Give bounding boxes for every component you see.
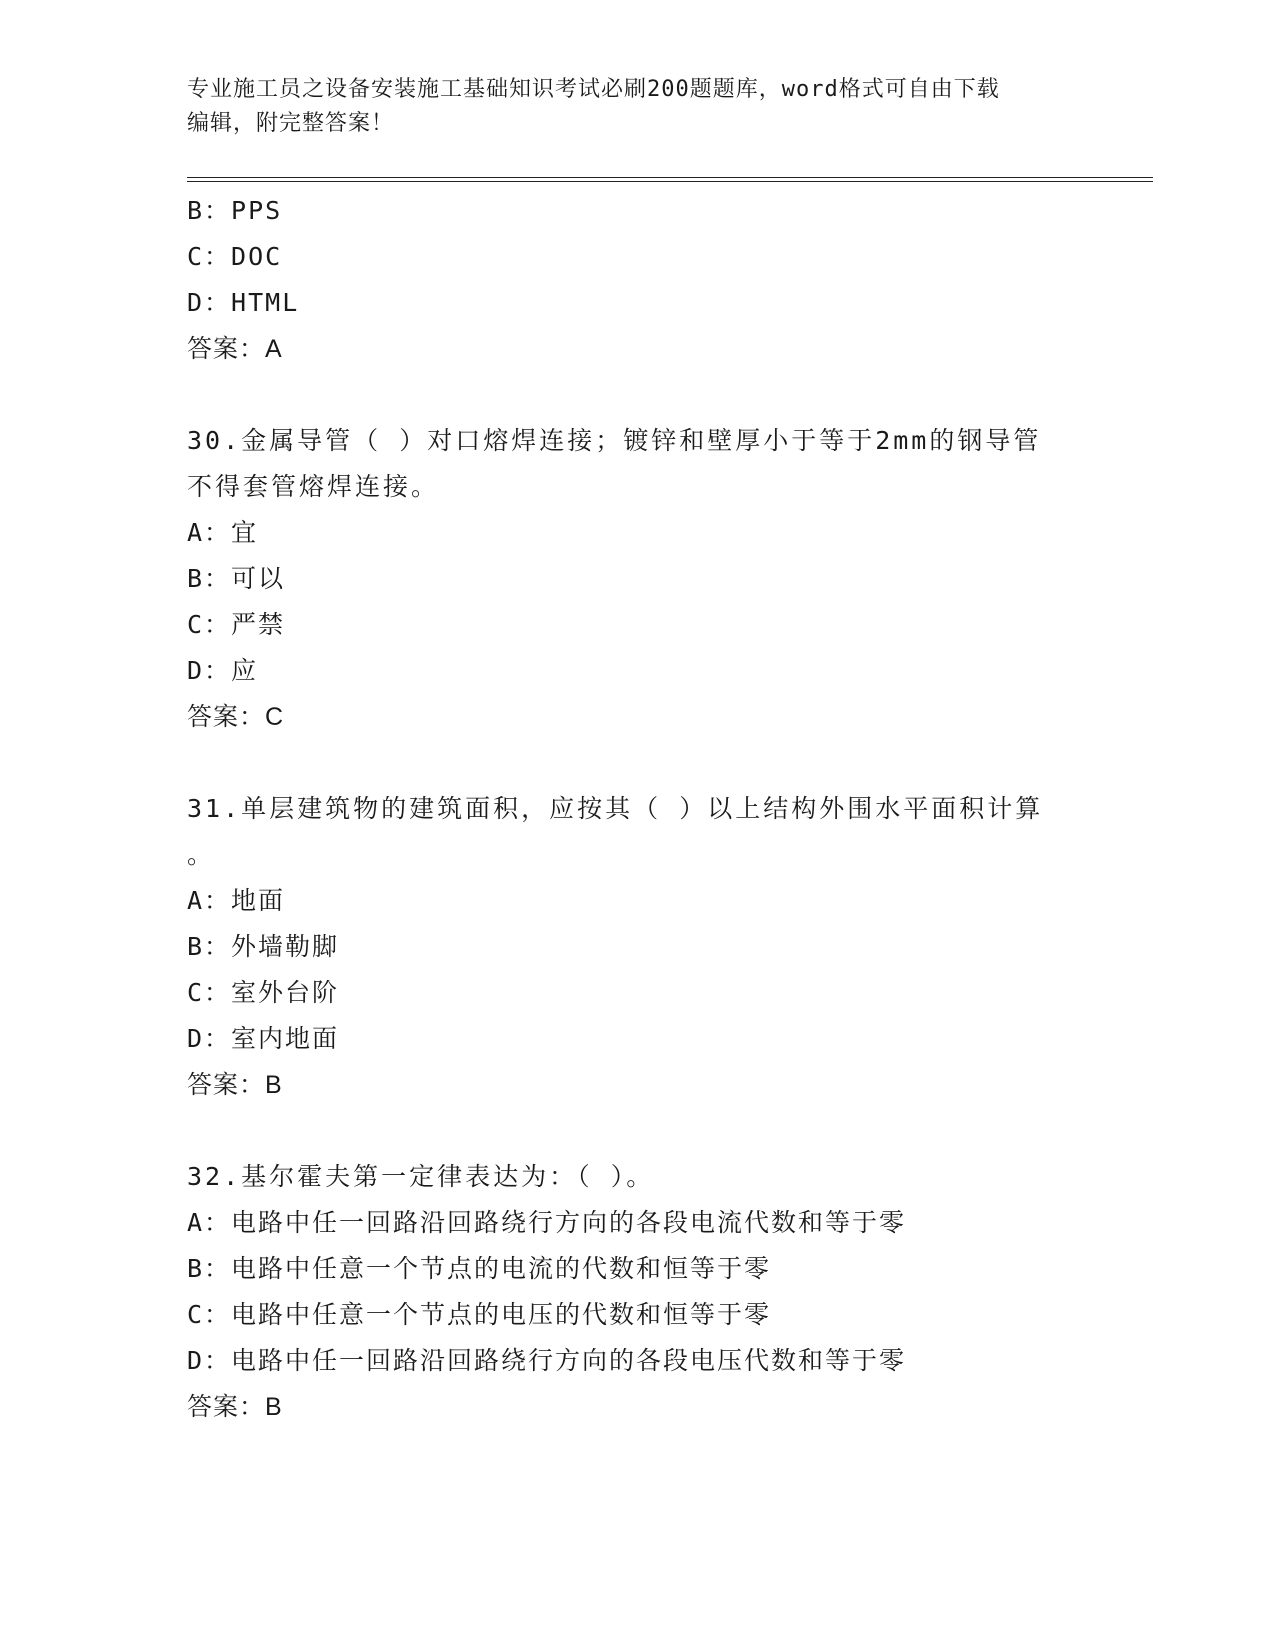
option-d: D：室内地面 (187, 1024, 340, 1053)
question-32 (187, 1154, 1087, 1430)
header-title-line-1: 专业施工员之设备安装施工基础知识考试必刷200题题库，word格式可自由下载 (187, 77, 1000, 102)
question-29-tail (187, 188, 1087, 372)
option-c: C：室外台阶 (187, 978, 340, 1007)
question-30 (187, 418, 1087, 740)
option-d: D：HTML (187, 288, 300, 317)
question-text (187, 418, 1067, 510)
document-header (187, 73, 1067, 141)
option-b: B：PPS (187, 196, 283, 225)
option-c: C：严禁 (187, 610, 286, 639)
option-b: B：可以 (187, 564, 286, 593)
question-text (187, 1154, 1067, 1200)
question-text (187, 786, 1067, 878)
option-d: D：应 (187, 656, 259, 685)
question-text-line-1: 31.单层建筑物的建筑面积，应按其（ ）以上结构外围水平面积计算 (187, 794, 1044, 823)
option-a: A：宜 (187, 518, 259, 547)
question-31 (187, 786, 1087, 1108)
answer-line: 答案：B (187, 1071, 283, 1099)
option-a: A：地面 (187, 886, 286, 915)
answer-line: 答案：A (187, 335, 283, 363)
option-a: A：电路中任一回路沿回路绕行方向的各段电流代数和等于零 (187, 1208, 907, 1237)
header-title-line-2: 编辑，附完整答案！ (187, 111, 395, 136)
option-b: B：电路中任意一个节点的电流的代数和恒等于零 (187, 1254, 772, 1283)
question-text-line-2: 。 (187, 840, 216, 869)
option-d: D：电路中任一回路沿回路绕行方向的各段电压代数和等于零 (187, 1346, 907, 1375)
answer-line: 答案：C (187, 703, 285, 731)
question-text-line-2: 不得套管熔焊连接。 (187, 472, 440, 501)
option-c: C：DOC (187, 242, 283, 271)
spacer (187, 1108, 1087, 1154)
answer-line: 答案：B (187, 1393, 283, 1421)
option-c: C：电路中任意一个节点的电压的代数和恒等于零 (187, 1300, 772, 1329)
option-b: B：外墙勒脚 (187, 932, 340, 961)
spacer (187, 740, 1087, 786)
spacer (187, 372, 1087, 418)
header-divider-bottom (187, 181, 1153, 182)
question-text-line-1: 32.基尔霍夫第一定律表达为：（ ）。 (187, 1162, 655, 1191)
header-divider-top (187, 177, 1153, 178)
question-list (187, 188, 1087, 1430)
question-text-line-1: 30.金属导管（ ）对口熔焊连接；镀锌和壁厚小于等于2mm的钢导管 (187, 426, 1042, 455)
